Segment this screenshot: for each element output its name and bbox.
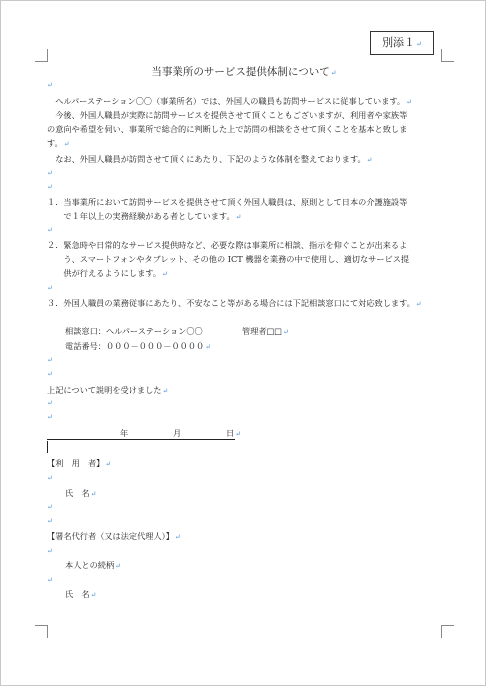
empty-paragraph[interactable]: ↵ <box>47 547 53 555</box>
paragraph-mark: ↵ <box>283 328 289 336</box>
item-2-line-2[interactable] <box>47 254 409 265</box>
paragraph-mark: ↵ <box>90 490 97 498</box>
paragraph-mark: ↵ <box>235 213 242 221</box>
contact-phone[interactable] <box>65 341 211 353</box>
line-text: す。 <box>47 138 63 148</box>
line-text: 相談窓口：ヘルパーステーション〇〇 <box>65 326 203 336</box>
empty-paragraph[interactable]: ↵ <box>47 413 53 421</box>
intro-line-2[interactable] <box>47 110 407 121</box>
text-cursor <box>47 441 48 453</box>
proxy-name-label[interactable] <box>65 589 96 601</box>
empty-paragraph[interactable]: ↵ <box>47 81 53 89</box>
relation-label[interactable] <box>65 560 121 572</box>
crop-mark-bottom-left <box>35 625 48 638</box>
paragraph-mark: ↵ <box>90 591 97 599</box>
user-name-label[interactable] <box>65 488 96 500</box>
intro-line-1[interactable] <box>47 96 412 108</box>
empty-paragraph[interactable]: ↵ <box>47 503 53 511</box>
line-text: う、スマートフォンやタブレット、その他の ICT 機器を業務の中で使用し、適切なサービス提 <box>47 254 410 264</box>
title-text: 当事業所のサービス提供体制について <box>151 66 330 78</box>
line-text: 電話番号：０００－０００－００００ <box>65 341 205 351</box>
empty-paragraph[interactable]: ↵ <box>47 517 53 525</box>
paragraph-mark: ↵ <box>416 40 422 48</box>
date-month: 月 <box>173 428 182 438</box>
empty-paragraph[interactable]: ↵ <box>47 474 53 482</box>
empty-paragraph[interactable]: ↵ <box>47 284 53 292</box>
date-year: 年 <box>120 428 129 438</box>
line-text: １．当事業所において訪問サービスを提供させて頂く外国人職員は、原則として日本の介護施設等 <box>47 197 408 207</box>
line-text: 供が行えるようにします。 <box>47 268 161 278</box>
empty-paragraph[interactable]: ↵ <box>47 226 53 234</box>
date-underline <box>47 439 235 440</box>
line-text: 今後、外国人職員が実際に訪問サービスを提供させて頂くこともございますが、利用者や家族等 <box>47 110 408 120</box>
item-3-line-1[interactable] <box>47 298 422 310</box>
paragraph-mark: ↵ <box>406 98 412 106</box>
paragraph-mark: ↵ <box>115 562 122 570</box>
paragraph-mark: ↵ <box>205 343 212 351</box>
line-text: 氏 名 <box>65 488 90 498</box>
crop-mark-top-left <box>35 49 48 62</box>
line-text: 日 <box>226 428 235 438</box>
paragraph-mark: ↵ <box>366 156 373 164</box>
line-text: 氏 名 <box>65 589 90 599</box>
explained-text[interactable] <box>47 385 168 397</box>
line-text: ヘルパーステーション〇〇（事業所名）では、外国人の職員も訪問サービスに従事しています。 <box>47 96 406 106</box>
paragraph-mark: ↵ <box>162 387 169 395</box>
paragraph-mark: ↵ <box>235 430 242 438</box>
crop-mark-top-right <box>441 49 454 62</box>
paragraph-mark: ↵ <box>105 460 112 468</box>
item-1-line-1[interactable] <box>47 197 407 208</box>
paragraph-mark: ↵ <box>174 533 181 541</box>
empty-paragraph[interactable]: ↵ <box>47 370 53 378</box>
line-text: で１年以上の実務経験がある者としています。 <box>47 211 235 221</box>
attachment-badge-label: 別添１ <box>382 36 416 49</box>
paragraph-mark: ↵ <box>63 140 70 148</box>
line-text: 上記について説明を受けました <box>47 385 162 395</box>
document-title[interactable] <box>1 65 486 80</box>
proxy-heading[interactable] <box>47 531 181 543</box>
item-2-line-1[interactable] <box>47 240 407 251</box>
empty-paragraph[interactable]: ↵ <box>47 399 53 407</box>
line-text: 本人との続柄 <box>65 560 115 570</box>
empty-paragraph[interactable]: ↵ <box>47 356 53 364</box>
contact-window[interactable] <box>65 326 203 337</box>
line-text: ３．外国人職員の業務従事にあたり、不安なこと等がある場合には下記相談窓口にて対応致します。 <box>47 298 415 308</box>
line-text: 【署名代行者（又は法定代理人）】 <box>47 531 174 541</box>
intro-line-4[interactable] <box>47 138 70 150</box>
user-heading[interactable] <box>47 458 111 470</box>
line-text: ２．緊急時や日常的なサービス提供時など、必要な際は事業所に相談、指示を仰ぐことが出来るよ <box>47 240 408 250</box>
paragraph-mark: ↵ <box>161 270 168 278</box>
line-text: 管理者□□ <box>242 326 283 336</box>
line-text: の意向や希望を伺い、事業所で総合的に判断した上で訪問の相談をさせて頂くことを基本と致しま <box>47 124 408 134</box>
empty-paragraph[interactable]: ↵ <box>47 169 53 177</box>
line-text: なお、外国人職員が訪問させて頂くにあたり、下記のような体制を整えております。 <box>47 154 366 164</box>
item-1-line-2[interactable] <box>47 211 242 223</box>
intro-line-5[interactable] <box>47 154 373 166</box>
empty-paragraph[interactable]: ↵ <box>47 183 53 191</box>
item-2-line-3[interactable] <box>47 268 168 280</box>
paragraph-mark: ↵ <box>330 69 337 77</box>
line-text: 【利 用 者】 <box>47 458 105 468</box>
intro-line-3[interactable] <box>47 124 407 135</box>
attachment-badge[interactable] <box>370 31 434 55</box>
contact-manager[interactable] <box>242 326 289 338</box>
crop-mark-bottom-right <box>441 625 454 638</box>
empty-paragraph[interactable]: ↵ <box>47 576 53 584</box>
paragraph-mark: ↵ <box>415 300 422 308</box>
